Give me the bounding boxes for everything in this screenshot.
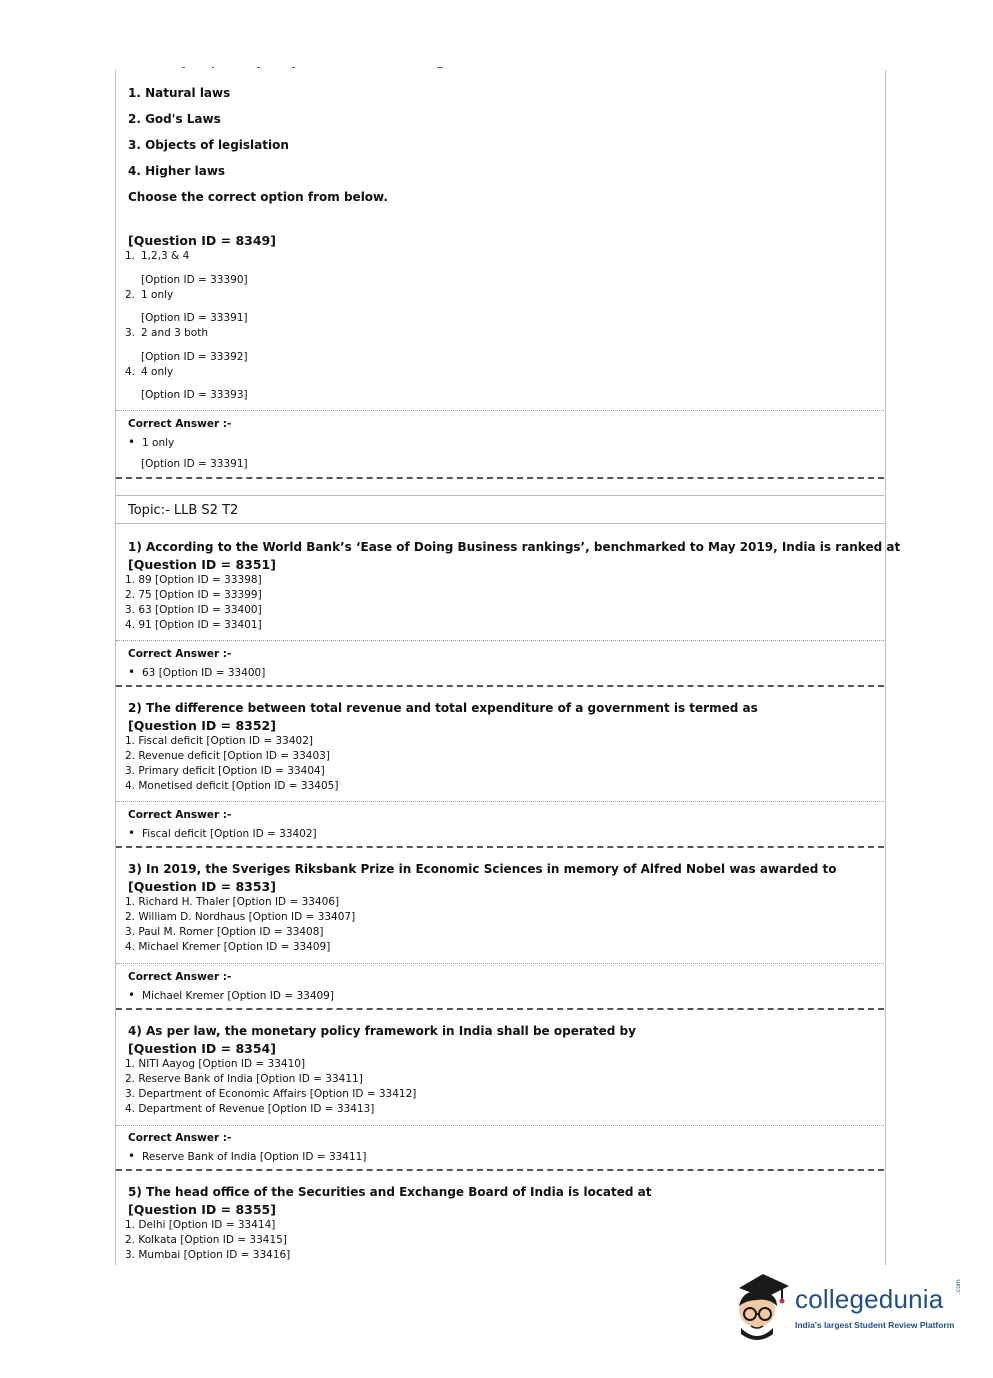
option-item: 3. Primary deficit [Option ID = 33404] [125,765,325,777]
option-item: 2. William D. Nordhaus [Option ID = 33407] [125,911,356,923]
option-id: [Option ID = 33392] [141,351,248,363]
question-id: [Question ID = 8353] [128,879,276,894]
question-text: 5) The head office of the Securities and Exchange Board of India is located at [128,1185,652,1199]
option-item: 1. 89 [Option ID = 33398] [125,574,262,586]
option-item: 4. Monetised deficit [Option ID = 33405] [125,780,339,792]
option-item: 1. Richard H. Thaler [Option ID = 33406] [125,896,340,908]
correct-answer-label: Correct Answer :- [128,418,232,430]
statement-4: 4. Higher laws [128,164,226,178]
divider [116,1125,884,1126]
option-item: 2. Reserve Bank of India [Option ID = 33411] [125,1073,363,1085]
question-id: [Question ID = 8355] [128,1202,276,1217]
section-divider [116,477,884,479]
option-id: [Option ID = 33390] [141,274,248,286]
option-item: 3. Department of Economic Affairs [Option ID = 33412] [125,1088,417,1100]
correct-answer-text: • 1 only [128,435,174,449]
option-item: 1. Fiscal deficit [Option ID = 33402] [125,735,313,747]
statement-1: 1. Natural laws [128,86,231,100]
statement-3: 3. Objects of legislation [128,138,289,152]
option-number: 2. [125,289,136,301]
divider [116,495,884,496]
section-divider [116,1169,884,1171]
divider [116,640,884,641]
divider [116,410,884,411]
option-item: 1. NITI Aayog [Option ID = 33410] [125,1058,306,1070]
option-item: 2. Kolkata [Option ID = 33415] [125,1234,287,1246]
question-text: 2) The difference between total revenue and total expenditure of a government is termed as [128,701,758,715]
divider [116,801,884,802]
question-id: [Question ID = 8349] [128,233,276,248]
option-id: [Option ID = 33391] [141,312,248,324]
option-text: 1 only [141,289,174,301]
correct-answer-text: • 63 [Option ID = 33400] [128,665,265,679]
option-item: 2. 75 [Option ID = 33399] [125,589,262,601]
option-item: 2. Revenue deficit [Option ID = 33403] [125,750,330,762]
option-item: 1. Delhi [Option ID = 33414] [125,1219,276,1231]
option-item: 4. Michael Kremer [Option ID = 33409] [125,941,331,953]
correct-answer-label: Correct Answer :- [128,971,232,983]
mascot-icon [733,1270,795,1342]
question-id: [Question ID = 8352] [128,718,276,733]
option-item: 3. Mumbai [Option ID = 33416] [125,1249,291,1261]
question-text: 4) As per law, the monetary policy framework in India shall be operated by [128,1024,636,1038]
correct-answer-label: Correct Answer :- [128,648,232,660]
correct-answer-id: [Option ID = 33391] [141,458,248,470]
section-divider [116,685,884,687]
option-number: 1. [125,250,136,262]
correct-answer-label: Correct Answer :- [128,809,232,821]
option-item: 3. Paul M. Romer [Option ID = 33408] [125,926,324,938]
logo-domain-suffix: .com [955,1279,962,1294]
logo-tagline: India's largest Student Review Platform [795,1320,955,1330]
option-id: [Option ID = 33393] [141,389,248,401]
question-id: [Question ID = 8354] [128,1041,276,1056]
option-text: 4 only [141,366,174,378]
correct-answer-text: • Fiscal deficit [Option ID = 33402] [128,826,317,840]
option-item: 3. 63 [Option ID = 33400] [125,604,262,616]
option-text: 1,2,3 & 4 [141,250,190,262]
option-number: 3. [125,327,136,339]
statement-2: 2. God's Laws [128,112,221,126]
option-text: 2 and 3 both [141,327,208,339]
question-text: 1) According to the World Bank’s ‘Ease of Doing Business rankings’, benchmarked to May 2019, India is ranked at [128,540,901,554]
instruction-text: Choose the correct option from below. [128,190,388,204]
logo-wordmark: collegedunia [795,1284,944,1314]
correct-answer-text: • Reserve Bank of India [Option ID = 33411] [128,1149,366,1163]
option-item: 4. 91 [Option ID = 33401] [125,619,262,631]
cut-off-text-line [112,62,452,72]
option-item: 4. Department of Revenue [Option ID = 33413] [125,1103,375,1115]
divider [116,963,884,964]
question-text: 3) In 2019, the Sveriges Riksbank Prize in Economic Sciences in memory of Alfred Nobel was awarded to [128,862,837,876]
topic-heading: Topic:- LLB S2 T2 [128,503,239,518]
option-number: 4. [125,366,136,378]
section-divider [116,846,884,848]
correct-answer-text: • Michael Kremer [Option ID = 33409] [128,988,334,1002]
section-divider [116,1008,884,1010]
divider [116,523,884,524]
collegedunia-logo[interactable] [733,1270,963,1345]
question-id: [Question ID = 8351] [128,557,276,572]
correct-answer-label: Correct Answer :- [128,1132,232,1144]
